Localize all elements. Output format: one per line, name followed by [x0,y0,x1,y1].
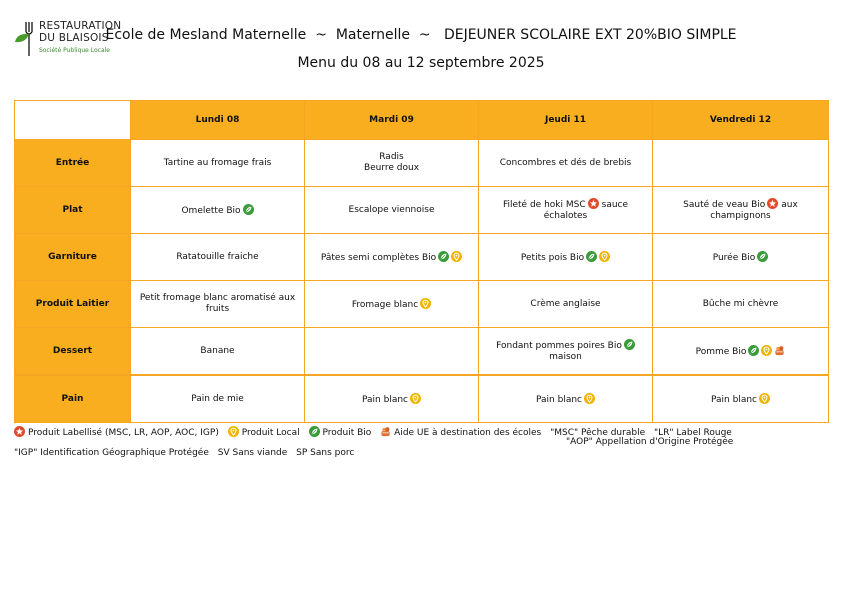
legend-sv: SV Sans viande [217,448,288,458]
dish-text-after: sauce échalotes [543,200,629,221]
day-header: Mardi 09 [305,101,479,140]
course-label: Pain [15,375,131,423]
legend-label-entry: Produit Labellisé (MSC, LR, AOP, AOC, IGP) [14,428,219,438]
dish-text: Pain blanc [536,394,582,405]
legend-igp: "IGP" Identification Géographique Protégée [14,448,209,458]
dish-line [482,393,649,406]
dish-line [482,299,649,310]
menu-cell [653,328,829,376]
menu-cell [479,187,653,234]
day-header-row [15,101,829,140]
dish-line [134,394,301,405]
dish-text: Pomme Bio [695,346,747,357]
legend-msc: "MSC" Pêche durable [550,428,646,438]
dish-line [134,346,301,357]
dish-text: Petit fromage blanc aromatisé aux [139,293,296,303]
menu-row [15,187,829,234]
logo-line-1: RESTAURATION [39,20,122,32]
dish-line [482,339,649,352]
dish-text: Fromage blanc [351,299,419,310]
dish-line [482,251,649,264]
menu-cell [305,187,479,234]
menu-cell [479,375,653,423]
dish-line [134,158,301,169]
dish-text: maison [549,352,582,362]
menu-cell [653,234,829,281]
menu-row [15,234,829,281]
menu-cell [131,281,305,328]
legend-eu-entry: Aide UE à destination des écoles [380,428,541,438]
menu-row [15,281,829,328]
course-label: Entrée [15,140,131,187]
bio-icon [622,341,635,351]
dish-line [134,204,301,217]
bio-icon [746,347,759,357]
page-subtitle: Menu du 08 au 12 septembre 2025 [297,55,545,71]
dish-line [308,251,475,264]
local-icon [228,426,239,437]
dish-text: champignons [710,211,771,221]
menu-cell [653,140,829,187]
menu-row [15,375,829,423]
menu-cell [479,328,653,376]
label-icon [586,200,599,210]
dish-line [308,298,475,311]
legend-bio-entry: Produit Bio [309,428,372,438]
dish-line [656,198,825,211]
dish-text: Escalope viennoise [348,204,435,215]
dish-text: Omelette Bio [181,205,241,216]
local-icon [408,395,421,405]
dish-line [482,158,649,169]
dish-text: Pâtes semi complètes Bio [320,252,437,263]
menu-cell [305,328,479,376]
menu-cell [305,234,479,281]
legend-lr: "LR" Label Rouge [653,428,732,438]
dish-line [308,163,475,174]
logo-line-3: Société Publique Locale [39,47,110,54]
page-title: Ecole de Mesland Maternelle ~ Maternelle ~ DEJEUNER SCOLAIRE EXT 20%BIO SIMPLE [105,27,737,43]
legend-sp: SP Sans porc [296,448,355,458]
menu-cell [131,234,305,281]
bio-icon [584,253,597,263]
dish-text: Radis [379,152,404,162]
dish-line [482,198,649,222]
bio-icon [241,206,254,216]
dish-text: Bûche mi chèvre [702,298,779,309]
menu-cell [131,375,305,423]
legend-row [14,448,354,458]
dish-line [308,393,475,406]
legend-aop: "AOP" Appellation d'Origine Protégée [566,437,734,447]
table-corner [15,101,131,140]
label-icon [14,426,25,437]
dish-text: Concombres et dés de brebis [499,157,632,168]
menu-row [15,328,829,376]
menu-cell [653,187,829,234]
local-icon [582,395,595,405]
menu-cell [305,281,479,328]
menu-cell [653,281,829,328]
logo-line-2: DU BLAISOIS [39,32,109,44]
dish-line [134,293,301,304]
menu-cell [479,140,653,187]
dish-text: Fileté de hoki MSC [502,200,586,210]
menu-cell [131,140,305,187]
dish-text: Tartine au fromage frais [163,157,272,168]
local-icon [757,395,770,405]
dish-line [656,393,825,406]
bio-icon [436,253,449,263]
dish-line [308,152,475,163]
course-label: Produit Laitier [15,281,131,328]
dish-line [656,251,825,264]
menu-cell [653,375,829,423]
day-header: Lundi 08 [131,101,305,140]
menu-cell [305,140,479,187]
dish-text: fruits [205,304,230,314]
bio-icon [309,426,320,437]
dish-text: Fondant pommes poires Bio [496,341,622,351]
dish-text-after: aux [781,200,798,210]
dish-line [134,252,301,263]
day-header: Vendredi 12 [653,101,829,140]
dish-line [134,304,301,315]
menu-cell [479,281,653,328]
dish-line [656,345,825,358]
menu-cell [131,187,305,234]
dish-text: Beurre doux [363,163,420,173]
menu-cell [479,234,653,281]
dish-text: Banane [200,345,235,356]
menu-cell [131,328,305,376]
dish-text: Purée Bio [712,252,756,263]
dish-text: Sauté de veau Bio [683,200,766,210]
day-header: Jeudi 11 [479,101,653,140]
local-icon [597,253,610,263]
label-icon [765,200,778,210]
course-label: Plat [15,187,131,234]
dish-line [656,299,825,310]
dish-text: Pain blanc [711,394,757,405]
legend-local-entry: Produit Local [228,428,300,438]
dish-line [308,205,475,216]
menu-table [14,100,829,423]
local-icon [759,347,772,357]
dish-text: Pain de mie [191,393,244,404]
local-icon [449,253,462,263]
local-icon [418,300,431,310]
course-label: Dessert [15,328,131,376]
dish-text: Crème anglaise [530,298,601,309]
dish-text: Petits pois Bio [520,252,585,263]
dish-line [656,211,825,222]
dish-text: Ratatouille fraiche [176,251,259,262]
dish-text: Pain blanc [362,394,408,405]
menu-cell [305,375,479,423]
bio-icon [755,253,768,263]
dish-line [482,352,649,363]
course-label: Garniture [15,234,131,281]
menu-row [15,140,829,187]
eu-aid-icon [380,426,391,437]
eu-aid-icon [772,347,785,357]
